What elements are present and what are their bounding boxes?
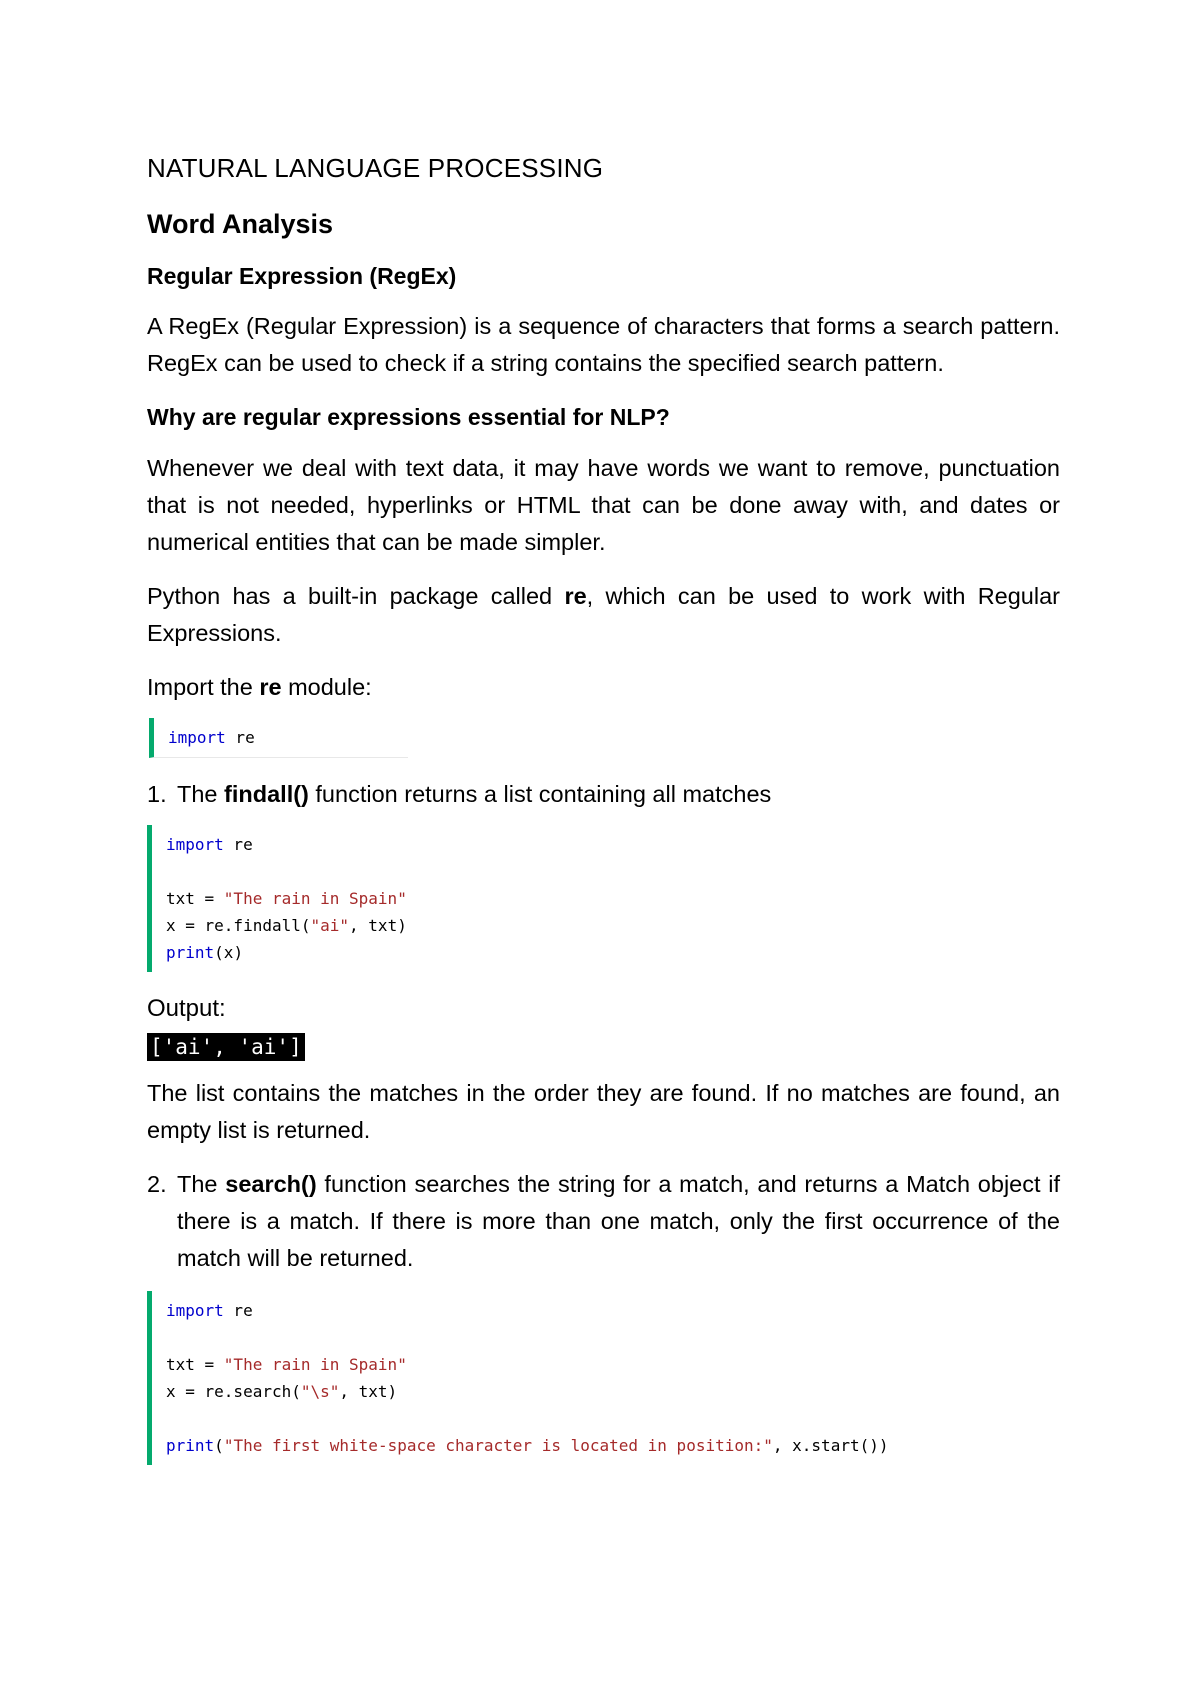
- findall-bold: findall(): [224, 781, 309, 807]
- output-value: ['ai', 'ai']: [147, 1033, 305, 1061]
- re-bold: re: [259, 674, 282, 700]
- import-instruction: Import the re module:: [147, 674, 372, 700]
- question-heading: Why are regular expressions essential for NLP?: [147, 404, 670, 430]
- output-label: Output:: [147, 995, 226, 1022]
- list-number: 2.: [147, 1171, 167, 1197]
- subtitle: Word Analysis: [147, 209, 334, 239]
- answer-paragraph: Whenever we deal with text data, it may have words we want to remove, punctuation that is not needed, hyperlinks or HTML that can be done away with, and dates or numerical entities that can be made simpler.: [147, 455, 1060, 555]
- list-item-findall: 1. The findall() function returns a list containing all matches: [147, 776, 1060, 813]
- intro-paragraph: A RegEx (Regular Expression) is a sequence of characters that forms a search pattern. RegEx can be used to check if a string contains the specified search pattern.: [147, 313, 1060, 376]
- list-item-search: 2. The search() function searches the string for a match, and returns a Match object if there is a match. If there is more than one match, only the first occurrence of the match will be returned.: [147, 1166, 1060, 1277]
- section-heading: Regular Expression (RegEx): [147, 263, 457, 289]
- re-bold: re: [564, 583, 587, 609]
- code-block-search: import re txt = "The rain in Spain" x = re.search("\s", txt) print("The first white-space character is located in position:", x.start()): [147, 1291, 1060, 1465]
- document-title: NATURAL LANGUAGE PROCESSING: [147, 153, 604, 183]
- list-number: 1.: [147, 781, 167, 807]
- python-intro-paragraph: Python has a built-in package called re, which can be used to work with Regular Expressions.: [147, 583, 1060, 646]
- search-bold: search(): [225, 1171, 317, 1197]
- code-block-findall: import re txt = "The rain in Spain" x = re.findall("ai", txt) print(x): [147, 825, 1060, 972]
- list-note-paragraph: The list contains the matches in the order they are found. If no matches are found, an empty list is returned.: [147, 1080, 1060, 1143]
- code-block-import: import re: [149, 718, 408, 758]
- document-page: [147, 150, 1060, 1483]
